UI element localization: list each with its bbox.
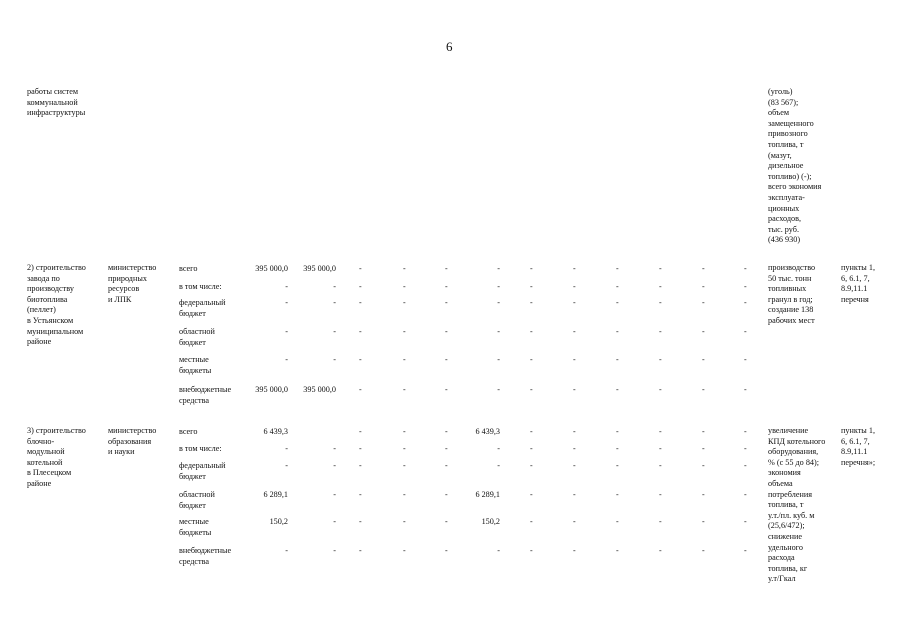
empty-cell-dash: - xyxy=(659,461,662,470)
empty-cell-dash: - xyxy=(445,385,448,394)
empty-cell-dash: - xyxy=(403,385,406,394)
empty-cell-dash: - xyxy=(702,427,705,436)
funding-year1-value: - xyxy=(333,517,336,526)
empty-cell-dash: - xyxy=(702,490,705,499)
empty-cell-dash: - xyxy=(403,444,406,453)
funding-total-value: 6 289,1 xyxy=(263,490,288,499)
responsible-cell: министерство природных ресурсов и ЛПК xyxy=(108,263,157,304)
result-cell: производство 50 тыс. тонн топливных гранул в год; создание 138 рабочих мест xyxy=(768,263,816,325)
funding-year1-value: - xyxy=(333,355,336,364)
funding-source-label: областной бюджет xyxy=(179,490,215,510)
empty-cell-dash: - xyxy=(445,355,448,364)
funding-year4-value: 6 439,3 xyxy=(475,427,500,436)
empty-cell-dash: - xyxy=(573,461,576,470)
empty-cell-dash: - xyxy=(573,355,576,364)
empty-cell-dash: - xyxy=(403,327,406,336)
empty-cell-dash: - xyxy=(573,517,576,526)
empty-cell-dash: - xyxy=(359,490,362,499)
empty-cell-dash: - xyxy=(359,282,362,291)
funding-year1-value: - xyxy=(333,282,336,291)
empty-cell-dash: - xyxy=(445,264,448,273)
funding-source-label: всего xyxy=(179,427,198,436)
empty-cell-dash: - xyxy=(445,546,448,555)
funding-year1-value: - xyxy=(333,327,336,336)
funding-source-label: федеральный бюджет xyxy=(179,298,226,318)
empty-cell-dash: - xyxy=(744,355,747,364)
empty-cell-dash: - xyxy=(659,517,662,526)
empty-cell-dash: - xyxy=(659,282,662,291)
empty-cell-dash: - xyxy=(359,264,362,273)
funding-total-value: - xyxy=(285,298,288,307)
empty-cell-dash: - xyxy=(744,264,747,273)
empty-cell-dash: - xyxy=(744,385,747,394)
empty-cell-dash: - xyxy=(359,444,362,453)
funding-source-label: в том числе: xyxy=(179,444,222,453)
funding-year4-value: - xyxy=(497,444,500,453)
funding-year1-value: - xyxy=(333,461,336,470)
empty-cell-dash: - xyxy=(530,264,533,273)
empty-cell-dash: - xyxy=(445,298,448,307)
event-name-cell: 2) строительство завода по производству биотоплива (пеллет) в Устьянском муниципальном районе xyxy=(27,263,86,347)
funding-total-value: - xyxy=(285,444,288,453)
empty-cell-dash: - xyxy=(702,327,705,336)
funding-year4-value: - xyxy=(497,385,500,394)
empty-cell-dash: - xyxy=(359,461,362,470)
empty-cell-dash: - xyxy=(359,327,362,336)
empty-cell-dash: - xyxy=(616,517,619,526)
empty-cell-dash: - xyxy=(403,427,406,436)
funding-year4-value: - xyxy=(497,355,500,364)
empty-cell-dash: - xyxy=(702,444,705,453)
page-number: 6 xyxy=(446,39,453,54)
empty-cell-dash: - xyxy=(659,355,662,364)
empty-cell-dash: - xyxy=(659,385,662,394)
empty-cell-dash: - xyxy=(702,385,705,394)
empty-cell-dash: - xyxy=(573,327,576,336)
funding-source-label: местные бюджеты xyxy=(179,517,212,537)
funding-total-value: 395 000,0 xyxy=(255,264,288,273)
empty-cell-dash: - xyxy=(445,327,448,336)
empty-cell-dash: - xyxy=(403,517,406,526)
empty-cell-dash: - xyxy=(616,461,619,470)
funding-year4-value: - xyxy=(497,461,500,470)
empty-cell-dash: - xyxy=(403,355,406,364)
empty-cell-dash: - xyxy=(359,385,362,394)
funding-source-label: федеральный бюджет xyxy=(179,461,226,481)
empty-cell-dash: - xyxy=(359,355,362,364)
empty-cell-dash: - xyxy=(403,461,406,470)
empty-cell-dash: - xyxy=(616,385,619,394)
empty-cell-dash: - xyxy=(744,444,747,453)
empty-cell-dash: - xyxy=(744,546,747,555)
event-name-cell: 3) строительство блочно- модульной котельной в Плесецком районе xyxy=(27,426,86,488)
empty-cell-dash: - xyxy=(445,444,448,453)
empty-cell-dash: - xyxy=(573,444,576,453)
empty-cell-dash: - xyxy=(530,461,533,470)
empty-cell-dash: - xyxy=(616,546,619,555)
empty-cell-dash: - xyxy=(530,517,533,526)
empty-cell-dash: - xyxy=(403,298,406,307)
funding-source-label: внебюджетные средства xyxy=(179,546,232,566)
empty-cell-dash: - xyxy=(702,282,705,291)
empty-cell-dash: - xyxy=(744,461,747,470)
empty-cell-dash: - xyxy=(573,282,576,291)
funding-year4-value: - xyxy=(497,264,500,273)
empty-cell-dash: - xyxy=(616,327,619,336)
funding-year4-value: - xyxy=(497,546,500,555)
funding-total-value: - xyxy=(285,355,288,364)
funding-year4-value: 150,2 xyxy=(481,517,500,526)
empty-cell-dash: - xyxy=(445,461,448,470)
points-cell: пункты 1, 6, 6.1, 7, 8.9,11.1 перечня»; xyxy=(841,426,876,467)
empty-cell-dash: - xyxy=(403,264,406,273)
empty-cell-dash: - xyxy=(445,517,448,526)
funding-total-value: - xyxy=(285,546,288,555)
responsible-cell: министерство образования и науки xyxy=(108,426,157,457)
empty-cell-dash: - xyxy=(616,282,619,291)
empty-cell-dash: - xyxy=(744,427,747,436)
empty-cell-dash: - xyxy=(744,298,747,307)
funding-year1-value: - xyxy=(333,444,336,453)
empty-cell-dash: - xyxy=(530,327,533,336)
empty-cell-dash: - xyxy=(659,298,662,307)
funding-year4-value: - xyxy=(497,298,500,307)
empty-cell-dash: - xyxy=(616,444,619,453)
empty-cell-dash: - xyxy=(359,546,362,555)
funding-year4-value: - xyxy=(497,327,500,336)
empty-cell-dash: - xyxy=(659,546,662,555)
empty-cell-dash: - xyxy=(616,490,619,499)
empty-cell-dash: - xyxy=(530,282,533,291)
funding-year4-value: 6 289,1 xyxy=(475,490,500,499)
empty-cell-dash: - xyxy=(616,355,619,364)
empty-cell-dash: - xyxy=(359,298,362,307)
funding-total-value: 150,2 xyxy=(269,517,288,526)
funding-total-value: - xyxy=(285,282,288,291)
points-cell: пункты 1, 6, 6.1, 7, 8.9,11.1 перечня xyxy=(841,263,875,304)
funding-year1-value: 395 000,0 xyxy=(303,385,336,394)
empty-cell-dash: - xyxy=(616,298,619,307)
empty-cell-dash: - xyxy=(702,517,705,526)
empty-cell-dash: - xyxy=(744,517,747,526)
funding-total-value: - xyxy=(285,461,288,470)
empty-cell-dash: - xyxy=(403,490,406,499)
empty-cell-dash: - xyxy=(530,355,533,364)
empty-cell-dash: - xyxy=(573,385,576,394)
empty-cell-dash: - xyxy=(616,264,619,273)
empty-cell-dash: - xyxy=(659,264,662,273)
empty-cell-dash: - xyxy=(359,427,362,436)
funding-year1-value: - xyxy=(333,490,336,499)
empty-cell-dash: - xyxy=(702,264,705,273)
empty-cell-dash: - xyxy=(616,427,619,436)
empty-cell-dash: - xyxy=(359,517,362,526)
result-cell: увеличение КПД котельного оборудования, % (с 55 до 84); экономия объема потребления топлива, т у.т./пл. куб. м (25,6/472); снижение удельного расхода топлива, кг у.т/Гкал xyxy=(768,426,826,584)
funding-source-label: областной бюджет xyxy=(179,327,215,347)
intro-name-cell: работы систем коммунальной инфраструктуры xyxy=(27,87,86,118)
funding-year1-value: - xyxy=(333,298,336,307)
empty-cell-dash: - xyxy=(659,427,662,436)
empty-cell-dash: - xyxy=(403,546,406,555)
empty-cell-dash: - xyxy=(573,264,576,273)
empty-cell-dash: - xyxy=(702,461,705,470)
empty-cell-dash: - xyxy=(659,444,662,453)
empty-cell-dash: - xyxy=(702,298,705,307)
empty-cell-dash: - xyxy=(445,282,448,291)
funding-source-label: местные бюджеты xyxy=(179,355,212,375)
funding-source-label: в том числе: xyxy=(179,282,222,291)
empty-cell-dash: - xyxy=(445,490,448,499)
empty-cell-dash: - xyxy=(702,546,705,555)
empty-cell-dash: - xyxy=(403,282,406,291)
empty-cell-dash: - xyxy=(530,490,533,499)
empty-cell-dash: - xyxy=(530,298,533,307)
funding-year1-value: 395 000,0 xyxy=(303,264,336,273)
empty-cell-dash: - xyxy=(659,327,662,336)
empty-cell-dash: - xyxy=(530,444,533,453)
empty-cell-dash: - xyxy=(573,427,576,436)
empty-cell-dash: - xyxy=(445,427,448,436)
funding-total-value: - xyxy=(285,327,288,336)
funding-year4-value: - xyxy=(497,282,500,291)
funding-total-value: 6 439,3 xyxy=(263,427,288,436)
empty-cell-dash: - xyxy=(744,490,747,499)
funding-total-value: 395 000,0 xyxy=(255,385,288,394)
funding-source-label: всего xyxy=(179,264,198,273)
empty-cell-dash: - xyxy=(573,298,576,307)
intro-result-cell: (уголь) (83 567); объем замещенного привозного топлива, т (мазут, дизельное топливо) (-); всего экономия эксплуата- ционных расходов, тыс. руб. (436 930) xyxy=(768,87,822,245)
empty-cell-dash: - xyxy=(744,282,747,291)
empty-cell-dash: - xyxy=(744,327,747,336)
empty-cell-dash: - xyxy=(702,355,705,364)
empty-cell-dash: - xyxy=(530,385,533,394)
empty-cell-dash: - xyxy=(573,490,576,499)
funding-year1-value: - xyxy=(333,546,336,555)
empty-cell-dash: - xyxy=(530,546,533,555)
empty-cell-dash: - xyxy=(530,427,533,436)
empty-cell-dash: - xyxy=(659,490,662,499)
funding-source-label: внебюджетные средства xyxy=(179,385,232,405)
empty-cell-dash: - xyxy=(573,546,576,555)
